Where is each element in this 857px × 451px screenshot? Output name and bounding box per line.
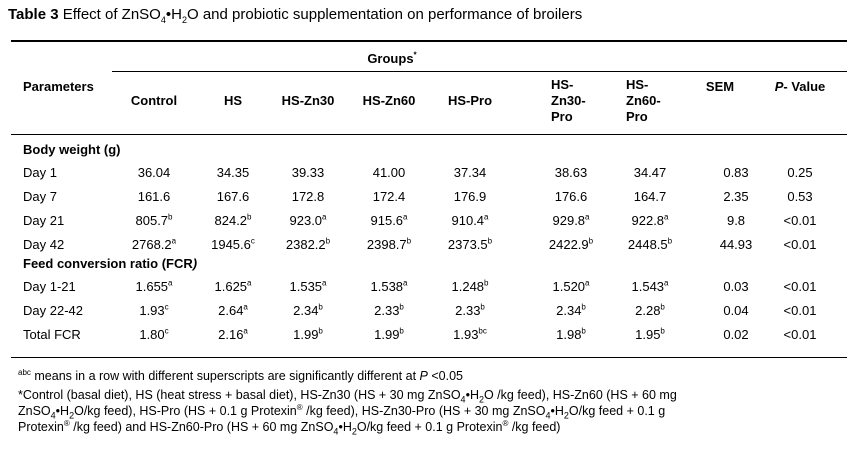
parameters-header: Parameters	[23, 79, 94, 94]
p-value-cell: <0.01	[783, 327, 817, 342]
table-cell: 1.520$^a$	[552, 278, 590, 294]
table-cell: 929.8$^a$	[552, 212, 590, 228]
p-value-cell: <0.01	[783, 213, 817, 228]
table-cell: 1.248$^b$	[451, 278, 489, 294]
bottom-rule	[11, 357, 847, 358]
table-cell: 176.9	[453, 189, 487, 204]
table-cell: 2422.9$^b$	[548, 236, 594, 252]
table-cell: 37.34	[453, 165, 487, 180]
p-value-cell: <0.01	[783, 279, 817, 294]
table-cell: 1.625$^a$	[214, 278, 252, 294]
col-header-hs-pro: HS-Pro	[447, 93, 493, 108]
col-header-control: Control	[130, 93, 178, 108]
table-cell: 2373.5$^b$	[447, 236, 493, 252]
table-cell: 39.33	[291, 165, 325, 180]
sem-cell: 44.93	[719, 237, 753, 252]
table-cell: 1.93$^{bc}$	[453, 326, 487, 342]
table-cell: 2.34$^b$	[556, 302, 586, 318]
table-cell: 34.35	[216, 165, 250, 180]
col-header-hs-zn30: HS-Zn30	[281, 93, 335, 108]
table-cell: 172.8	[291, 189, 325, 204]
table-cell: 2.33$^b$	[374, 302, 404, 318]
table-cell: 1.535$^a$	[289, 278, 327, 294]
table-cell: 2768.2$^a$	[131, 236, 177, 252]
table-cell: 2.34$^b$	[293, 302, 323, 318]
row-label: Day 42	[23, 237, 65, 252]
row-label: Day 1	[23, 165, 57, 180]
table-cell: 36.04	[137, 165, 171, 180]
col-header-p-value: P- Value	[774, 79, 826, 94]
table-cell: 1.99$^b$	[374, 326, 404, 342]
col-header-hs-zn60-pro: HS- Zn60- Pro	[626, 77, 661, 124]
table-cell: 2398.7$^b$	[366, 236, 412, 252]
table-cell: 2.16$^a$	[218, 326, 248, 342]
table-cell: 34.47	[633, 165, 667, 180]
table-cell: 1.93$^c$	[139, 302, 169, 318]
table-cell: 923.0$^a$	[289, 212, 327, 228]
table-cell: 915.6$^a$	[370, 212, 408, 228]
table-cell: 922.8$^a$	[631, 212, 669, 228]
table-cell: 910.4$^a$	[451, 212, 489, 228]
table-cell: 161.6	[137, 189, 171, 204]
table-cell: 1.99$^b$	[293, 326, 323, 342]
table-cell: 172.4	[372, 189, 406, 204]
table-cell: 2.64$^a$	[218, 302, 248, 318]
table-cell: 1.655$^a$	[135, 278, 173, 294]
table-cell: 2448.5$^b$	[627, 236, 673, 252]
table-number: Table 3	[8, 6, 59, 23]
p-value-cell: 0.25	[787, 165, 813, 180]
row-label: Day 1-21	[23, 279, 76, 294]
row-label: Day 22-42	[23, 303, 83, 318]
row-label: Day 21	[23, 213, 65, 228]
row-label: Total FCR	[23, 327, 81, 342]
table-cell: 1.98$^b$	[556, 326, 586, 342]
table-cell: 805.7$^b$	[135, 212, 173, 228]
col-header-hs-zn60: HS-Zn60	[362, 93, 416, 108]
groups-rule	[112, 71, 847, 72]
sem-cell: 2.35	[723, 189, 749, 204]
sem-cell: 0.04	[723, 303, 749, 318]
footnote-groups-line1: *Control (basal diet), HS (heat stress + basal diet), HS-Zn30 (HS + 30 mg $ZnSO_4•H_2O$ /kg feed), HS-Zn60 (HS + 60 mg	[18, 388, 677, 405]
groups-header: Groups*	[367, 50, 417, 66]
top-rule	[11, 40, 847, 42]
col-header-sem: SEM	[705, 79, 735, 94]
footnote-groups-line3: Protexin® /kg feed) and HS-Zn60-Pro (HS + 60 mg $ZnSO_4•H_2O/kg$ feed + 0.1 g Protexin® /kg feed)	[18, 418, 561, 437]
col-header-hs-zn30-pro: HS- Zn30- Pro	[551, 77, 586, 124]
sem-cell: 9.8	[726, 213, 746, 228]
header-rule	[11, 134, 847, 135]
table-cell: 164.7	[633, 189, 667, 204]
table-cell: 2382.2$^b$	[285, 236, 331, 252]
sem-cell: 0.83	[723, 165, 749, 180]
table-cell: 2.28$^b$	[635, 302, 665, 318]
row-label: Day 7	[23, 189, 57, 204]
sem-cell: 0.03	[723, 279, 749, 294]
table-cell: 167.6	[216, 189, 250, 204]
table-cell: 1.80$^c$	[139, 326, 169, 342]
table-cell: 1.95$^b$	[635, 326, 665, 342]
p-value-cell: <0.01	[783, 237, 817, 252]
table-cell: 2.33$^b$	[455, 302, 485, 318]
table-cell: 41.00	[372, 165, 406, 180]
col-header-hs: HS	[223, 93, 243, 108]
p-value-cell: 0.53	[787, 189, 813, 204]
p-value-cell: <0.01	[783, 303, 817, 318]
table-cell: 1945.6$^c$	[211, 236, 255, 252]
table-cell: 1.543$^a$	[631, 278, 669, 294]
footnote-groups-line2: $ZnSO_4•H_2O/kg$ feed), HS-Pro (HS + 0.1 g Protexin® /kg feed), HS-Zn30-Pro (HS + 30 mg $ZnSO_4•H_2O/kg$ feed + 0.1 g	[18, 402, 666, 421]
table-cell: 176.6	[554, 189, 588, 204]
table-cell: 38.63	[554, 165, 588, 180]
table-cell: 1.538$^a$	[370, 278, 408, 294]
table-cell: 824.2$^b$	[214, 212, 252, 228]
section-title: Feed conversion ratio (FCR)	[23, 256, 198, 271]
sem-cell: 0.02	[723, 327, 749, 342]
section-title: Body weight (g)	[23, 142, 121, 157]
footnote-superscripts: $^{abc}$ means in a row with different superscripts are significantly different at P <0.05	[18, 367, 463, 383]
table-title: Table 3 Effect of $ZnSO_4•H_2O$ and probiotic supplementation on performance of broilers	[8, 6, 583, 25]
